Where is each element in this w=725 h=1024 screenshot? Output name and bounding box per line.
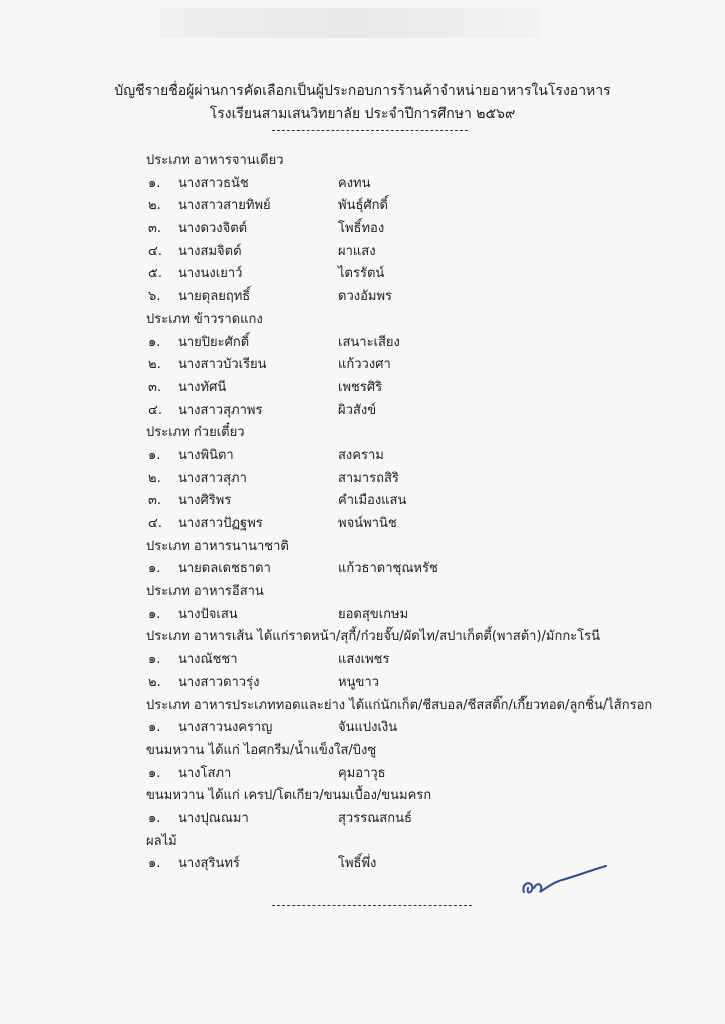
document-title-line-1: บัญชีรายชื่อผู้ผ่านการคัดเลือกเป็นผู้ประกอบการร้านค้าจำหน่ายอาหารในโรงอาหาร bbox=[114, 83, 611, 99]
vendor-row bbox=[146, 490, 706, 513]
vendor-number: ๖. bbox=[148, 289, 161, 305]
vendor-row bbox=[146, 649, 706, 672]
vendor-row bbox=[146, 195, 706, 218]
category-heading: ประเภท อาหารอีสาน bbox=[146, 584, 264, 600]
vendor-number: ๒. bbox=[148, 357, 161, 373]
vendor-last-name: ยอดสุขเกษม bbox=[338, 606, 409, 622]
vendor-first-name: นางดวงจิตต์ bbox=[178, 221, 248, 237]
vendor-last-name: หนูขาว bbox=[338, 674, 379, 690]
vendor-row bbox=[146, 672, 706, 695]
vendor-number: ๑. bbox=[148, 652, 161, 668]
vendor-row bbox=[146, 445, 706, 468]
vendor-row bbox=[146, 354, 706, 377]
dashed-divider-bottom bbox=[272, 905, 472, 906]
vendor-first-name: นางสาวสายทิพย์ bbox=[178, 198, 271, 214]
vendor-first-name: นางสาวปัฏฐพร bbox=[178, 516, 263, 531]
vendor-number: ๒. bbox=[148, 198, 161, 214]
vendor-row bbox=[146, 400, 706, 423]
vendor-last-name: พันธุ์ศักดิ์ bbox=[338, 198, 388, 214]
vendor-number: ๓. bbox=[148, 221, 162, 237]
vendor-number: ๑. bbox=[148, 765, 161, 781]
vendor-first-name: นางสุรินทร์ bbox=[178, 856, 240, 872]
scan-artifact bbox=[160, 8, 540, 38]
vendor-first-name: นายปิยะศักดิ์ bbox=[178, 334, 250, 350]
document-title-line-2: โรงเรียนสามเสนวิทยาลัย ประจำปีการศึกษา ๒๕๖๙ bbox=[209, 106, 516, 122]
category-heading: ประเภท อาหารเส้น ได้แก่ราดหน้า/สุกี้/ก๋วยจั๊บ/ผัดไท/สปาเก็ตตี้(พาสต้า)/มักกะโรนี bbox=[146, 629, 601, 645]
vendor-first-name: นายดลเดชธาดา bbox=[178, 561, 271, 577]
vendor-last-name: โพธิ์ทอง bbox=[338, 221, 385, 237]
vendor-first-name: นางปัจเสน bbox=[178, 606, 238, 622]
vendor-last-name: จันแปงเงิน bbox=[338, 720, 398, 736]
vendor-first-name: นางสาวสุภาพร bbox=[178, 402, 263, 418]
vendor-last-name: ไตรรัตน์ bbox=[338, 266, 385, 282]
vendor-number: ๑. bbox=[148, 810, 161, 826]
category-heading: ขนมหวาน ได้แก่ ไอศกรีม/น้ำแข็งใส/บิงซู bbox=[146, 742, 377, 758]
vendor-row bbox=[146, 173, 706, 196]
vendor-row bbox=[146, 263, 706, 286]
category-heading: ประเภท อาหารประเภททอดและย่าง ได้แก่นักเก็ต/ชีสบอล/ชีสสติ๊ก/เกี๊ยวทอด/ลูกชิ้น/ไส้กรอก bbox=[146, 697, 653, 713]
vendor-row bbox=[146, 558, 706, 581]
vendor-first-name: นางปุณณมา bbox=[178, 810, 249, 826]
category-heading: ขนมหวาน ได้แก่ เครป/โตเกียว/ขนมเบื้อง/ขนมครก bbox=[146, 788, 432, 804]
vendor-row bbox=[146, 853, 706, 876]
vendor-number: ๓. bbox=[148, 493, 162, 509]
vendor-last-name: สามารถสิริ bbox=[338, 470, 399, 486]
vendor-last-name: สุวรรณสกนธ์ bbox=[338, 810, 412, 826]
vendor-last-name: คงทน bbox=[338, 175, 371, 191]
vendor-number: ๓. bbox=[148, 379, 162, 395]
vendor-last-name: โพธิ์พึ่ง bbox=[338, 856, 377, 872]
vendor-first-name: นางโสภา bbox=[178, 765, 232, 781]
vendor-first-name: นางสาวนงคราญ bbox=[178, 720, 273, 736]
vendor-last-name: แก้ววงศา bbox=[338, 357, 391, 373]
category-heading: ผลไม้ bbox=[146, 833, 177, 849]
vendor-row bbox=[146, 717, 706, 740]
vendor-first-name: นางสาวธนัช bbox=[178, 175, 249, 191]
vendor-last-name: ผาแสง bbox=[338, 243, 376, 259]
vendor-last-name: พจน์พานิช bbox=[338, 516, 397, 531]
vendor-list bbox=[146, 150, 706, 876]
vendor-number: ๑. bbox=[148, 856, 161, 872]
vendor-first-name: นางสาวบัวเรียน bbox=[178, 357, 267, 373]
vendor-first-name: นางทัศนี bbox=[178, 379, 227, 395]
vendor-row bbox=[146, 604, 706, 627]
vendor-row bbox=[146, 468, 706, 491]
category-heading: ประเภท ก๋วยเตี๋ยว bbox=[146, 425, 245, 441]
vendor-last-name: เสนาะเสียง bbox=[338, 334, 400, 350]
vendor-number: ๒. bbox=[148, 470, 161, 486]
vendor-number: ๔. bbox=[148, 243, 162, 259]
vendor-last-name: แก้วธาดาชุณหรัช bbox=[338, 561, 438, 577]
vendor-number: ๔. bbox=[148, 516, 162, 531]
vendor-number: ๑. bbox=[148, 561, 161, 577]
vendor-last-name: ดวงอัมพร bbox=[338, 289, 393, 305]
vendor-first-name: นางนงเยาว์ bbox=[178, 266, 243, 282]
vendor-row bbox=[146, 808, 706, 831]
vendor-last-name: แสงเพชร bbox=[338, 652, 390, 668]
vendor-number: ๒. bbox=[148, 674, 161, 690]
vendor-number: ๑. bbox=[148, 175, 161, 191]
vendor-number: ๑. bbox=[148, 606, 161, 622]
vendor-row bbox=[146, 286, 706, 309]
vendor-last-name: ผิวสังข์ bbox=[338, 402, 377, 418]
dashed-divider-top bbox=[272, 130, 468, 131]
vendor-number: ๑. bbox=[148, 447, 161, 463]
vendor-row bbox=[146, 377, 706, 400]
category-heading: ประเภท ข้าวราดแกง bbox=[146, 311, 263, 327]
vendor-number: ๕. bbox=[148, 266, 162, 282]
vendor-number: ๔. bbox=[148, 402, 162, 418]
vendor-row bbox=[146, 218, 706, 241]
vendor-first-name: นางณัชชา bbox=[178, 652, 238, 668]
vendor-last-name: เพชรศิริ bbox=[338, 379, 383, 395]
vendor-row bbox=[146, 513, 706, 536]
vendor-number: ๑. bbox=[148, 720, 161, 736]
vendor-first-name: นางสาวสุภา bbox=[178, 470, 247, 486]
vendor-first-name: นางสาวดาวรุ่ง bbox=[178, 674, 260, 690]
category-heading: ประเภท อาหารจานเดียว bbox=[146, 153, 284, 168]
signature-image bbox=[518, 858, 613, 903]
vendor-row bbox=[146, 332, 706, 355]
vendor-last-name: คุมอาวุธ bbox=[338, 765, 386, 781]
vendor-first-name: นางศิริพร bbox=[178, 493, 232, 509]
vendor-row bbox=[146, 763, 706, 786]
vendor-first-name: นายดุลยฤทธิ์ bbox=[178, 289, 251, 305]
vendor-first-name: นางพินิตา bbox=[178, 447, 234, 463]
vendor-last-name: คำเมืองแสน bbox=[338, 493, 407, 509]
category-heading: ประเภท อาหารนานาชาติ bbox=[146, 538, 289, 554]
vendor-row bbox=[146, 241, 706, 264]
vendor-number: ๑. bbox=[148, 334, 161, 350]
vendor-first-name: นางสมจิตต์ bbox=[178, 243, 242, 259]
vendor-last-name: สงคราม bbox=[338, 447, 384, 463]
